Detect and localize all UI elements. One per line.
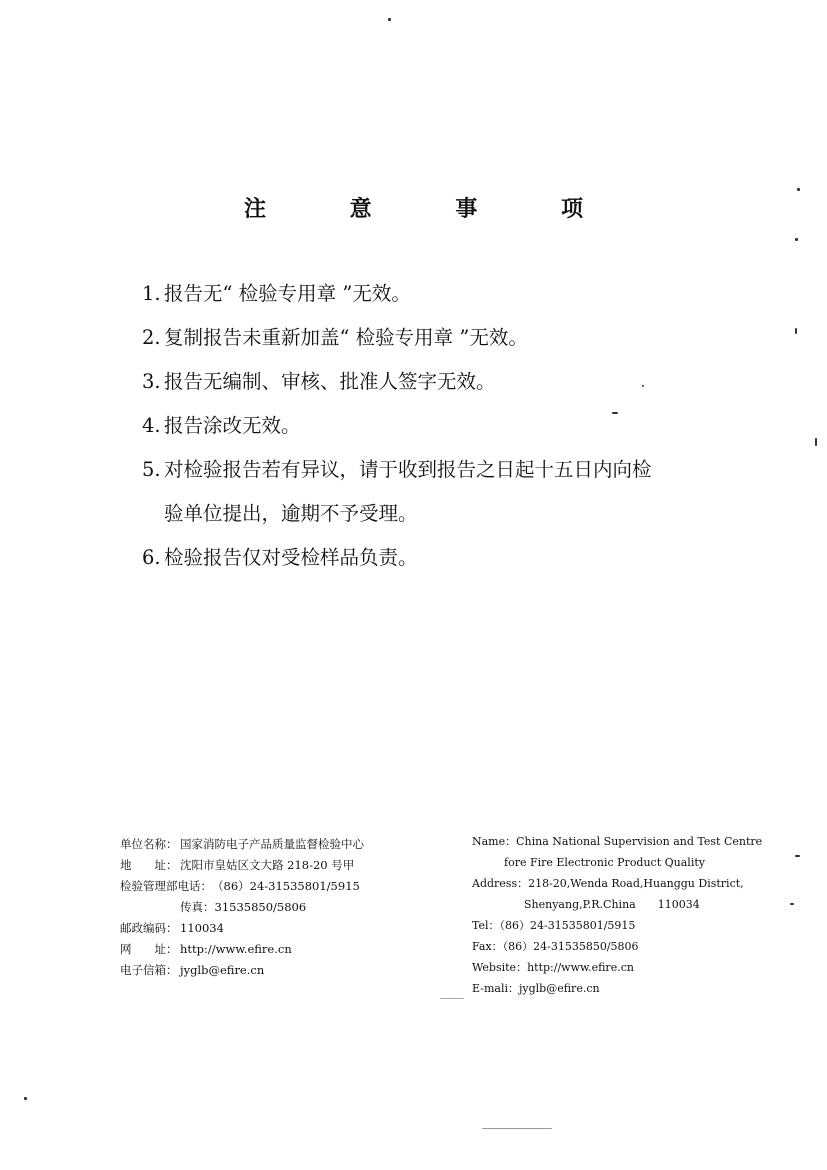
contact-value: http://www.efire.cn (527, 961, 634, 974)
contact-label: E-mali： (472, 982, 519, 995)
contact-label: 网 址： (120, 942, 178, 956)
contact-value: http://www.efire.cn (180, 942, 292, 956)
scan-speck (388, 18, 391, 21)
contact-value: （86）24-31535850/5806 (502, 940, 639, 953)
contact-label: 电子信箱： (120, 963, 178, 977)
contact-value: China National Supervision and Test Centre (516, 835, 763, 848)
scan-speck (795, 328, 797, 334)
note-number: 6. (142, 546, 161, 569)
scan-speck (795, 238, 798, 241)
note-item-continuation (142, 492, 762, 536)
contact-address-row (472, 873, 762, 894)
contact-name-row-2 (472, 852, 762, 873)
contact-value: 218-20,Wenda Road,Huanggu District, (528, 877, 744, 890)
note-number: 1. (142, 282, 161, 305)
note-item (142, 536, 762, 580)
note-item (142, 360, 762, 404)
contact-value: fore Fire Electronic Product Quality (504, 856, 705, 869)
note-item (142, 448, 762, 492)
contact-value: （86）24-31535801/5915 (499, 919, 636, 932)
contact-label: 地 址： (120, 858, 178, 872)
scan-speck (815, 438, 817, 446)
scan-speck (440, 998, 464, 999)
contact-value: 国家消防电子产品质量监督检验中心 (180, 837, 364, 851)
contact-unit-row (120, 834, 364, 855)
contact-label: Website： (472, 961, 528, 974)
contact-zip-row (120, 918, 364, 939)
notes-list (142, 272, 762, 580)
note-text: 验单位提出，逾期不予受理。 (164, 502, 418, 525)
contact-fax-row (120, 897, 364, 918)
note-number: 3. (142, 370, 161, 393)
contact-label: 传真： (180, 900, 215, 914)
contact-name-row (472, 831, 762, 852)
contact-zip: 110034 (657, 898, 700, 911)
note-text: 对检验报告若有异议，请于收到报告之日起十五日内向检 (164, 458, 652, 481)
contact-value: 31535850/5806 (214, 900, 307, 914)
scan-speck (795, 855, 800, 857)
scan-speck (642, 385, 644, 387)
contact-email-row (472, 978, 762, 999)
contact-label: Tel： (472, 919, 500, 932)
contact-label: Address： (472, 877, 529, 890)
contact-fax-row (472, 936, 762, 957)
note-item (142, 404, 762, 448)
contact-value: Shenyang,P.R.China (524, 898, 636, 911)
note-item (142, 272, 762, 316)
contact-english (472, 831, 762, 999)
scan-speck (790, 903, 794, 905)
note-text: 报告涂改无效。 (164, 414, 301, 437)
scan-speck (797, 188, 800, 191)
contact-address-row-2 (472, 894, 762, 915)
scan-speck (482, 1128, 552, 1129)
contact-label: 邮政编码： (120, 921, 178, 935)
contact-label: Fax： (472, 940, 503, 953)
scan-speck (24, 1097, 27, 1100)
scan-speck (612, 412, 618, 414)
note-number: 5. (142, 458, 161, 481)
contact-address-row (120, 855, 364, 876)
note-number: 4. (142, 414, 161, 437)
note-text: 报告无“ 检验专用章 ”无效。 (164, 282, 411, 305)
contact-value: jyglb@efire.cn (518, 982, 600, 995)
note-number: 2. (142, 326, 161, 349)
page-title: 注 意 事 项 (244, 197, 621, 222)
contact-label: 单位名称： (120, 837, 178, 851)
contact-tel-row (472, 915, 762, 936)
contact-label: Name： (472, 835, 517, 848)
contact-value: （86）24-31535801/5915 (212, 879, 360, 893)
note-item (142, 316, 762, 360)
contact-web-row (120, 939, 364, 960)
contact-label: 检验管理部电话： (120, 879, 212, 893)
contact-phone-row (120, 876, 364, 897)
contact-chinese (120, 834, 364, 981)
note-text: 复制报告未重新加盖“ 检验专用章 ”无效。 (164, 326, 528, 349)
contact-email-row (120, 960, 364, 981)
contact-website-row (472, 957, 762, 978)
contact-value: 110034 (180, 921, 224, 935)
note-text: 报告无编制、审核、批准人签字无效。 (164, 370, 496, 393)
contact-value: jyglb@efire.cn (180, 963, 265, 977)
contact-value: 沈阳市皇姑区文大路 218-20 号甲 (180, 858, 355, 872)
note-text: 检验报告仅对受检样品负责。 (164, 546, 418, 569)
